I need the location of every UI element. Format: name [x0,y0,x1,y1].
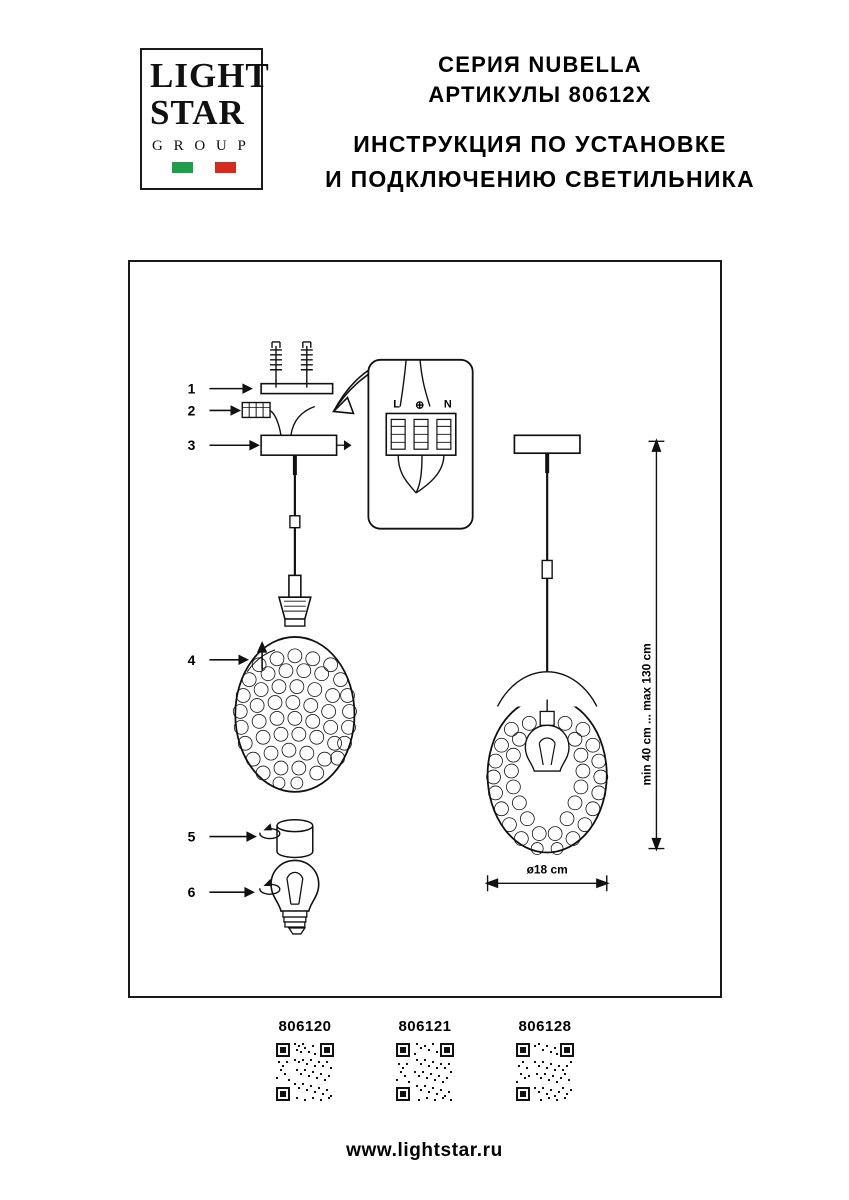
step-number-3: 3 [187,437,196,454]
step-number-1: 1 [187,380,196,397]
assembled-lamp-view [487,435,608,854]
italian-flag-icon [172,162,236,173]
step-number-6: 6 [187,884,196,901]
series-title: СЕРИЯ NUBELLA [438,52,642,77]
terminal-block-small [242,403,270,418]
diameter-dimension [487,875,608,891]
mounting-bracket [261,384,333,394]
qr-code-icon [514,1041,576,1103]
height-dimension-label: min 40 cm ... max 130 cm [639,643,654,786]
assembly-diagram [130,262,720,996]
title-block [280,50,800,196]
dowel-screw-icons [270,342,313,382]
cable-clamp [290,516,300,528]
ceiling-canopy [261,435,336,455]
product-code-item [490,1018,600,1108]
logo-text-star: STAR [150,93,245,132]
diagram-frame [128,260,722,998]
product-code-number: 806120 [278,1018,332,1035]
article-title: АРТИКУЛЫ 80612X [428,81,652,107]
callout-arrows [209,385,266,897]
fixing-ring [277,820,313,858]
page-header [0,0,849,240]
lamp-socket [279,597,311,619]
product-code-number: 806128 [518,1018,572,1035]
product-code-item [250,1018,360,1108]
shade-exploded [233,637,356,792]
product-codes [128,1012,722,1122]
canopy-arrow [337,441,351,449]
product-code-item [370,1018,480,1108]
website-url[interactable]: www.lightstar.ru [346,1140,503,1161]
terminal-label-l: L [393,398,400,411]
step-number-2: 2 [187,402,196,419]
step-number-4: 4 [187,651,196,668]
logo-text-group: G R O U P [152,138,250,154]
diameter-dimension-label: ø18 cm [526,862,568,877]
qr-code-icon [394,1041,456,1103]
earth-symbol-icon: ⊕ [415,399,425,412]
instruction-line-1: ИНСТРУКЦИЯ ПО УСТАНОВКЕ [353,131,727,158]
step-number-5: 5 [187,828,196,845]
product-code-number: 806121 [398,1018,452,1035]
brand-logo [140,48,270,190]
assembled-canopy [514,435,580,453]
instruction-line-2: И ПОДКЛЮЧЕНИЮ СВЕТИЛЬНИКА [325,165,755,192]
lamp-holder-top [289,575,301,597]
terminal-label-n: N [443,398,452,411]
light-bulb [271,860,319,934]
logo-text-light: LIGHT [150,56,270,95]
terminal-detail-callout [334,360,473,529]
qr-code-icon [274,1041,336,1103]
